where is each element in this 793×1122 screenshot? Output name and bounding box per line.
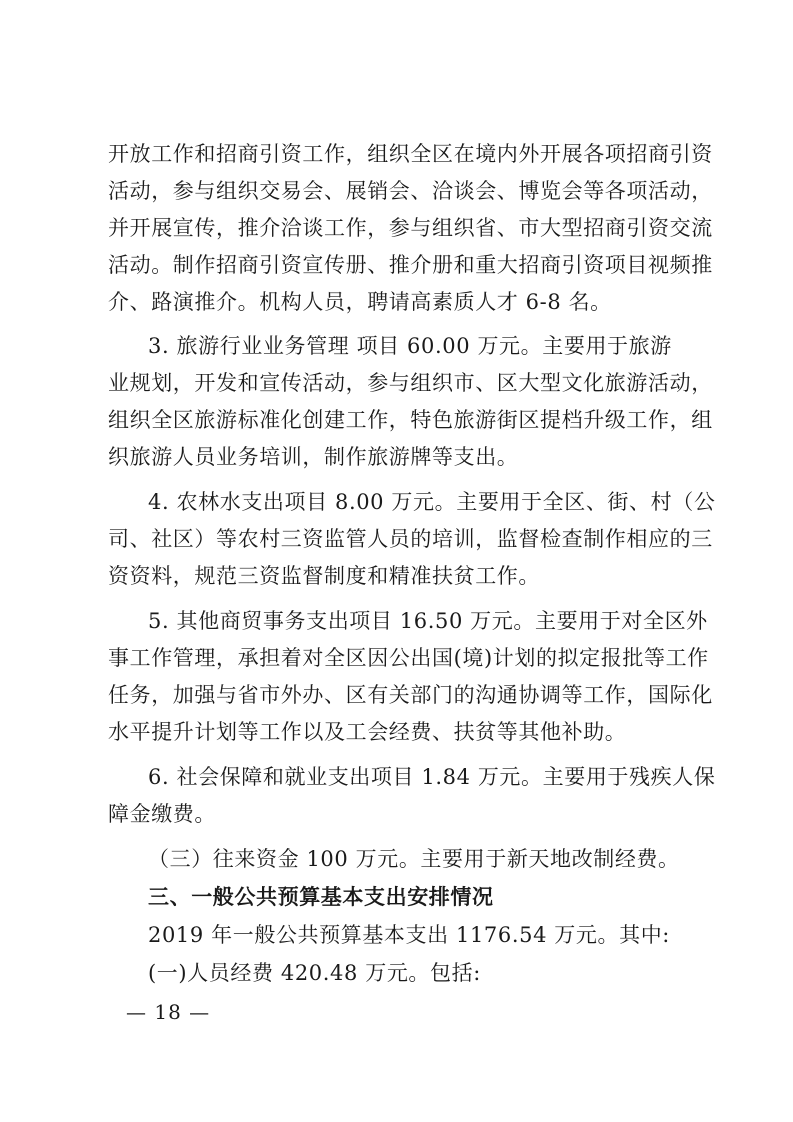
- body-text-line: 业规划，开发和宣传活动，参与组织市、区大型文化旅游活动，: [108, 371, 713, 395]
- section-item-transfer-funds: （三）往来资金 100 万元。主要用于新天地改制经费。: [148, 847, 680, 871]
- body-text-line: 司、社区）等农村三资监管人员的培训，监督检查制作相应的三: [108, 527, 713, 551]
- body-text-line: 障金缴费。: [108, 802, 216, 826]
- body-text-line: 介、路演推介。机构人员，聘请高素质人才 6-8 名。: [108, 290, 612, 314]
- body-text-line: 活动，参与组织交易会、展销会、洽谈会、博览会等各项活动，: [108, 179, 713, 203]
- body-text-line: 并开展宣传，推介洽谈工作，参与组织省、市大型招商引资交流: [108, 216, 713, 240]
- body-text-line: (一)人员经费 420.48 万元。包括:: [148, 961, 481, 985]
- list-item-commerce: 5. 其他商贸事务支出项目 16.50 万元。主要用于对全区外: [148, 609, 708, 633]
- body-text-line: 水平提升计划等工作以及工会经费、扶贫等其他补助。: [108, 720, 627, 744]
- body-text-line: 资资料，规范三资监督制度和精准扶贫工作。: [108, 564, 540, 588]
- body-text-line: 2019 年一般公共预算基本支出 1176.54 万元。其中:: [148, 923, 670, 947]
- page-number: — 18 —: [126, 1000, 211, 1024]
- body-text-line: 活动。制作招商引资宣传册、推介册和重大招商引资项目视频推: [108, 253, 713, 277]
- list-item-agriculture: 4. 农林水支出项目 8.00 万元。主要用于全区、街、村（公: [148, 490, 716, 514]
- body-text-line: 事工作管理，承担着对全区因公出国(境)计划的拟定报批等工作: [108, 646, 709, 670]
- list-item-tourism: 3. 旅游行业业务管理 项目 60.00 万元。主要用于旅游: [148, 334, 672, 358]
- body-text-line: 开放工作和招商引资工作，组织全区在境内外开展各项招商引资: [108, 142, 713, 166]
- list-item-social-security: 6. 社会保障和就业支出项目 1.84 万元。主要用于残疾人保: [148, 765, 716, 789]
- section-heading: 三、一般公共预算基本支出安排情况: [148, 884, 494, 909]
- body-text-line: 任务，加强与省市外办、区有关部门的沟通协调等工作，国际化: [108, 683, 713, 707]
- body-text-line: 组织全区旅游标准化创建工作，特色旅游街区提档升级工作，组: [108, 408, 713, 432]
- body-text-line: 织旅游人员业务培训，制作旅游牌等支出。: [108, 445, 519, 469]
